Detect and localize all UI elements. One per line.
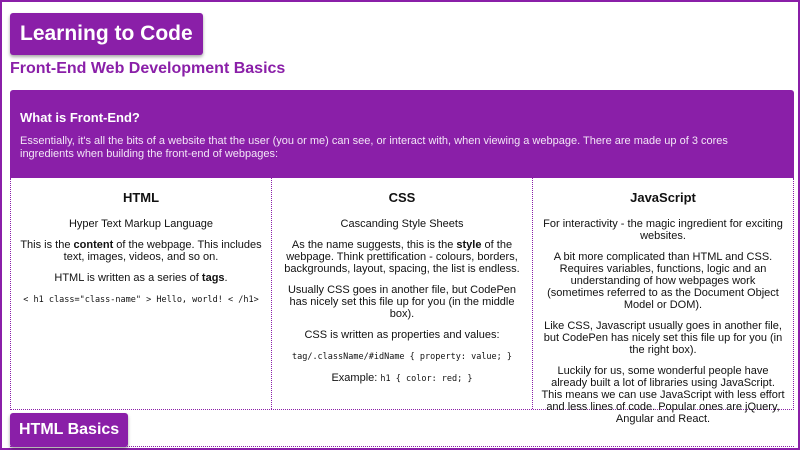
section-title-html-basics: HTML Basics (10, 413, 128, 447)
javascript-heading: JavaScript (630, 190, 696, 205)
javascript-p3: Like CSS, Javascript usually goes in another file, but CodePen has nicely set this file up for you (in the right box). (543, 320, 783, 356)
html-tags-bold: tags (201, 272, 225, 284)
html-heading: HTML (122, 190, 160, 205)
intro-text: Essentially, it's all the bits of a website that the user (you or me) can see, or interact with, when viewing a webpage. There are made up of 3 cores ingredients when building the front-end of webpages: (20, 135, 728, 160)
css-file-note: Usually CSS goes in another file, but CodePen has nicely set this file up for you (in the middle box). (287, 284, 517, 320)
css-syntax-code (280, 350, 524, 363)
html-tags-end: . (224, 272, 228, 284)
html-full-name: Hyper Text Markup Language (68, 218, 214, 230)
html-code: < h1 class="class-name" > Hello, world! < /h1> (23, 295, 259, 305)
page-title: Learning to Code (10, 13, 203, 55)
section-divider (10, 446, 794, 447)
intro-panel (10, 90, 794, 178)
css-desc-text: As the name suggests, this is the (291, 239, 457, 251)
css-column (272, 178, 533, 409)
css-desc-bold: style (456, 239, 482, 251)
html-desc-text-end: of the webpage. This includes text, images, videos, and so on. (63, 239, 262, 263)
html-code-example (19, 293, 263, 306)
html-tags-text: HTML is written as a series of (54, 272, 202, 284)
page-subtitle: Front-End Web Development Basics (10, 60, 286, 77)
html-description (19, 239, 263, 263)
css-heading: CSS (388, 190, 416, 205)
javascript-p1: For interactivity - the magic ingredient for exciting websites. (543, 218, 783, 242)
javascript-p4: Luckily for us, some wonderful people have already built a lot of libraries using JavaScript. This means we can use JavaScript with less effort and less lines of code. Popular ones are jQuery, Angular and React. (541, 365, 785, 425)
html-tags-note (19, 272, 263, 284)
html-desc-bold: content (73, 239, 114, 251)
ingredients-columns (10, 178, 794, 425)
css-code-example: h1 { color: red; } (380, 374, 473, 384)
html-desc-text: This is the (20, 239, 74, 251)
css-desc-text-end: of the webpage. Think prettification - colours, borders, backgrounds, layout, spacing, the list is endless. (284, 239, 520, 275)
css-code-syntax: tag/.className/#idName { property: value; } (291, 352, 513, 362)
javascript-p2: A bit more complicated than HTML and CSS. Requires variables, functions, logic and an understanding of how webpages work (sometimes referred to as the Document Object Model or DOM). (547, 251, 779, 311)
css-example-label: Example: (331, 372, 378, 384)
css-syntax-note: CSS is written as properties and values: (304, 329, 500, 341)
intro-heading: What is Front-End? (20, 110, 140, 125)
css-example (280, 372, 524, 385)
javascript-column (533, 178, 793, 425)
css-description (280, 239, 524, 275)
css-full-name: Cascanding Style Sheets (340, 218, 464, 230)
html-column (11, 178, 272, 409)
